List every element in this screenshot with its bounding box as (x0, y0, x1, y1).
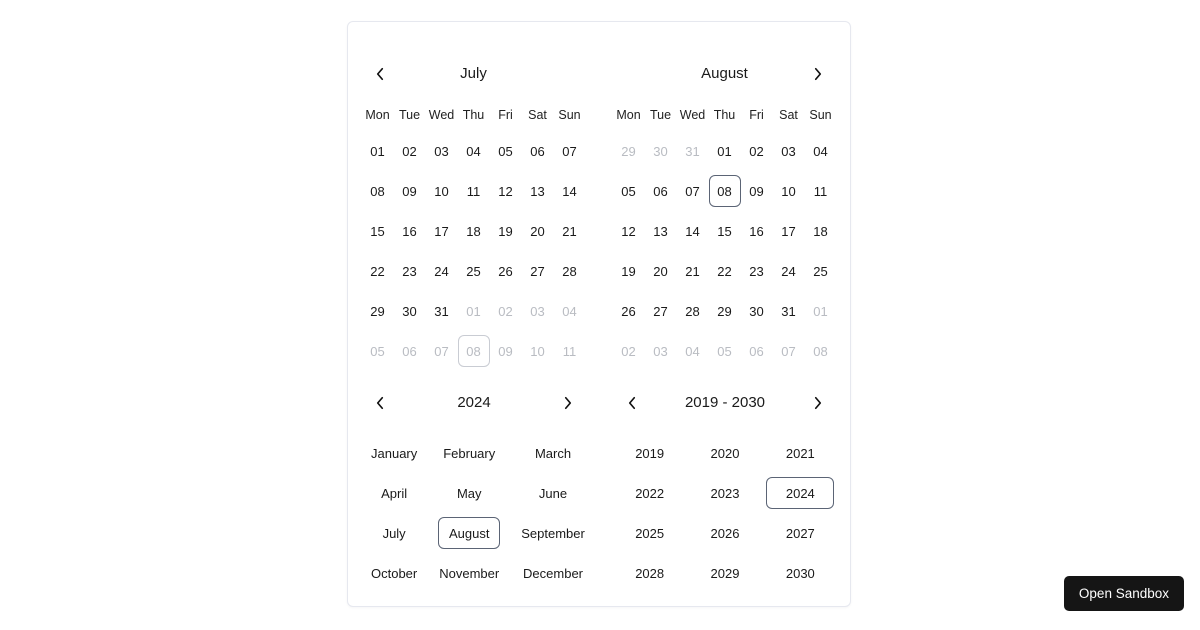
calendar-header-right (599, 60, 850, 88)
day-cell[interactable]: 07 (562, 143, 577, 159)
day-cell[interactable]: 25 (466, 263, 481, 279)
day-cell[interactable]: 03 (434, 143, 449, 159)
chevron-right-icon (809, 65, 827, 83)
month-cell-wrap (428, 513, 510, 553)
calendar-left (348, 60, 599, 371)
prev-month-button[interactable] (368, 62, 392, 86)
day-cell[interactable]: 04 (685, 343, 700, 359)
year-cell[interactable]: 2025 (635, 525, 665, 541)
year-cell-wrap (612, 433, 687, 473)
day-cell[interactable]: 26 (621, 303, 636, 319)
weekday-label: Tue (649, 108, 672, 122)
day-cell[interactable]: 09 (498, 343, 513, 359)
weekday-label: Mon (616, 108, 641, 122)
day-cell[interactable]: 22 (717, 263, 732, 279)
chevron-right-icon (809, 394, 827, 412)
day-cell[interactable]: 06 (402, 343, 417, 359)
next-month-button[interactable] (556, 391, 580, 415)
open-sandbox-button[interactable]: Open Sandbox (1064, 576, 1184, 612)
day-cell[interactable]: 10 (434, 183, 449, 199)
day-cell[interactable]: 31 (434, 303, 449, 319)
day-cell[interactable]: 14 (562, 183, 577, 199)
year-cell[interactable]: 2021 (785, 445, 815, 461)
day-cell[interactable]: 05 (717, 343, 732, 359)
year-cell-wrap (612, 473, 687, 513)
day-cell[interactable]: 01 (466, 303, 481, 319)
month-cell-wrap (428, 553, 510, 593)
day-cell[interactable]: 06 (653, 183, 668, 199)
day-cell[interactable]: 06 (530, 143, 545, 159)
weekday-label: Sun (558, 108, 581, 122)
day-cell[interactable]: 29 (370, 303, 385, 319)
weekday-label: Fri (749, 108, 764, 122)
next-year-button[interactable] (806, 391, 830, 415)
day-cell[interactable]: 04 (466, 143, 481, 159)
day-cell[interactable]: 29 (621, 143, 636, 159)
day-cell[interactable]: 23 (402, 263, 417, 279)
prev-year-button[interactable] (620, 391, 644, 415)
weekday-label: Sat (779, 108, 798, 122)
day-cell[interactable]: 02 (498, 303, 513, 319)
month-cell[interactable]: June (538, 485, 568, 501)
month-cell[interactable]: March (534, 445, 572, 461)
day-cell[interactable]: 02 (621, 343, 636, 359)
day-cell[interactable]: 14 (685, 223, 700, 239)
day-cell[interactable]: 08 (813, 343, 828, 359)
month-cell-wrap (360, 473, 428, 513)
day-cell[interactable]: 09 (402, 183, 417, 199)
month-cell[interactable]: April (381, 485, 408, 501)
day-cell[interactable]: 19 (621, 263, 636, 279)
day-cell[interactable]: 11 (562, 343, 577, 359)
day-cell[interactable]: 27 (530, 263, 545, 279)
weekday-label: Mon (365, 108, 390, 122)
month-cell-wrap (510, 473, 596, 513)
year-cell-wrap (612, 513, 687, 553)
year-cell-wrap (763, 473, 838, 513)
day-cell[interactable]: 17 (781, 223, 796, 239)
year-panel-header (600, 389, 850, 417)
day-cell[interactable]: 06 (749, 343, 764, 359)
month-cell-wrap (360, 513, 428, 553)
day-cell[interactable]: 10 (530, 343, 545, 359)
day-cell[interactable]: 11 (813, 183, 828, 199)
day-cell[interactable]: 16 (749, 223, 764, 239)
weekday-label: Tue (398, 108, 421, 122)
day-cell-selected[interactable]: 08 (709, 175, 741, 207)
chevron-left-icon (371, 394, 389, 412)
day-cell[interactable]: 01 (813, 303, 828, 319)
day-cell[interactable]: 20 (530, 223, 545, 239)
year-cell[interactable]: 2029 (710, 565, 740, 581)
year-cell[interactable]: 2023 (710, 485, 740, 501)
day-cell[interactable]: 23 (749, 263, 764, 279)
day-cell[interactable]: 17 (434, 223, 449, 239)
day-cell[interactable]: 05 (370, 343, 385, 359)
chevron-left-icon (623, 394, 641, 412)
weekday-header-row (599, 107, 850, 123)
month-cell-selected[interactable]: August (438, 517, 500, 549)
next-month-button[interactable] (806, 62, 830, 86)
month-cell-wrap (360, 553, 428, 593)
day-cell[interactable]: 05 (498, 143, 513, 159)
weekday-label: Thu (713, 108, 736, 122)
month-year-panels-region (348, 389, 850, 593)
day-cell-selected[interactable]: 08 (458, 335, 490, 367)
day-cell[interactable]: 08 (370, 183, 385, 199)
year-cell-wrap (763, 433, 838, 473)
day-cell[interactable]: 12 (621, 223, 636, 239)
year-cell[interactable]: 2019 (635, 445, 665, 461)
day-cell[interactable]: 19 (498, 223, 513, 239)
day-cell[interactable]: 05 (621, 183, 636, 199)
day-cell[interactable]: 18 (813, 223, 828, 239)
weekday-label: Wed (428, 108, 455, 122)
day-cell[interactable]: 12 (498, 183, 513, 199)
month-cell[interactable]: February (443, 445, 496, 461)
day-cell[interactable]: 24 (434, 263, 449, 279)
day-cell[interactable]: 10 (781, 183, 796, 199)
month-panel-header (348, 389, 600, 417)
month-cell[interactable]: October (371, 565, 418, 581)
year-cell-wrap (687, 433, 762, 473)
day-cell[interactable]: 26 (498, 263, 513, 279)
days-grid (348, 131, 599, 371)
year-cell[interactable]: 2030 (785, 565, 815, 581)
calendar-title-right: August (701, 65, 748, 82)
chevron-left-icon (371, 65, 389, 83)
month-cell[interactable]: December (523, 565, 583, 581)
year-cell-wrap (687, 513, 762, 553)
day-cell[interactable]: 02 (749, 143, 764, 159)
day-cell[interactable]: 21 (685, 263, 700, 279)
year-cell[interactable]: 2020 (710, 445, 740, 461)
day-cell[interactable]: 30 (653, 143, 668, 159)
month-cell[interactable]: November (439, 565, 500, 581)
weekday-label: Sat (528, 108, 547, 122)
year-cell-wrap (687, 553, 762, 593)
day-cell[interactable]: 29 (717, 303, 732, 319)
weekday-header-row (348, 107, 599, 123)
calendar-title-left: July (460, 65, 487, 82)
year-panel-title: 2019 - 2030 (684, 394, 766, 411)
month-cell[interactable]: January (371, 445, 418, 461)
year-cell[interactable]: 2027 (785, 525, 815, 541)
month-cell[interactable]: September (521, 525, 585, 541)
day-cell[interactable]: 22 (370, 263, 385, 279)
day-cell[interactable]: 01 (717, 143, 732, 159)
day-cell[interactable]: 18 (466, 223, 481, 239)
day-cell[interactable]: 07 (685, 183, 700, 199)
month-panel (348, 389, 600, 593)
header-spacer (619, 62, 643, 86)
day-cell[interactable]: 09 (749, 183, 764, 199)
day-cell[interactable]: 30 (749, 303, 764, 319)
month-cell-wrap (360, 433, 428, 473)
day-cell[interactable]: 07 (434, 343, 449, 359)
day-cell[interactable]: 25 (813, 263, 828, 279)
day-cell[interactable]: 03 (653, 343, 668, 359)
day-cell[interactable]: 24 (781, 263, 796, 279)
day-cell[interactable]: 03 (781, 143, 796, 159)
month-cell-wrap (510, 553, 596, 593)
day-cell[interactable]: 02 (402, 143, 417, 159)
day-cell[interactable]: 16 (402, 223, 417, 239)
day-cell[interactable]: 15 (370, 223, 385, 239)
day-cell[interactable]: 03 (530, 303, 545, 319)
month-cell[interactable]: July (382, 525, 406, 541)
year-panel (600, 389, 850, 593)
month-grid (348, 433, 600, 593)
year-cell-wrap (763, 553, 838, 593)
weekday-label: Fri (498, 108, 513, 122)
year-cell-wrap (763, 513, 838, 553)
day-cell[interactable]: 04 (562, 303, 577, 319)
day-calendars-region (348, 22, 850, 371)
month-cell-wrap (510, 513, 596, 553)
year-grid (600, 433, 850, 593)
day-cell[interactable]: 01 (370, 143, 385, 159)
day-cell[interactable]: 13 (653, 223, 668, 239)
month-cell-wrap (428, 433, 510, 473)
day-cell[interactable]: 13 (530, 183, 545, 199)
month-cell[interactable]: May (456, 485, 482, 501)
month-cell-wrap (428, 473, 510, 513)
month-cell-wrap (510, 433, 596, 473)
month-panel-title: 2024 (457, 394, 491, 411)
day-cell[interactable]: 04 (813, 143, 828, 159)
weekday-label: Wed (679, 108, 706, 122)
day-cell[interactable]: 28 (562, 263, 577, 279)
day-cell[interactable]: 21 (562, 223, 577, 239)
prev-month-button[interactable] (368, 391, 392, 415)
day-cell[interactable]: 30 (402, 303, 417, 319)
header-spacer (555, 62, 579, 86)
year-cell-wrap (612, 553, 687, 593)
day-cell[interactable]: 31 (685, 143, 700, 159)
calendar-right (599, 60, 850, 371)
date-picker-card (347, 21, 851, 607)
calendar-header-left (348, 60, 599, 88)
day-cell[interactable]: 28 (685, 303, 700, 319)
day-cell[interactable]: 15 (717, 223, 732, 239)
day-cell[interactable]: 11 (466, 183, 481, 199)
day-cell[interactable]: 31 (781, 303, 796, 319)
year-cell-selected[interactable]: 2024 (766, 477, 834, 509)
day-cell[interactable]: 27 (653, 303, 668, 319)
day-cell[interactable]: 07 (781, 343, 796, 359)
year-cell[interactable]: 2022 (635, 485, 665, 501)
year-cell[interactable]: 2028 (635, 565, 665, 581)
chevron-right-icon (559, 394, 577, 412)
weekday-label: Thu (462, 108, 485, 122)
year-cell-wrap (687, 473, 762, 513)
year-cell[interactable]: 2026 (710, 525, 740, 541)
days-grid (599, 131, 850, 371)
weekday-label: Sun (809, 108, 832, 122)
day-cell[interactable]: 20 (653, 263, 668, 279)
